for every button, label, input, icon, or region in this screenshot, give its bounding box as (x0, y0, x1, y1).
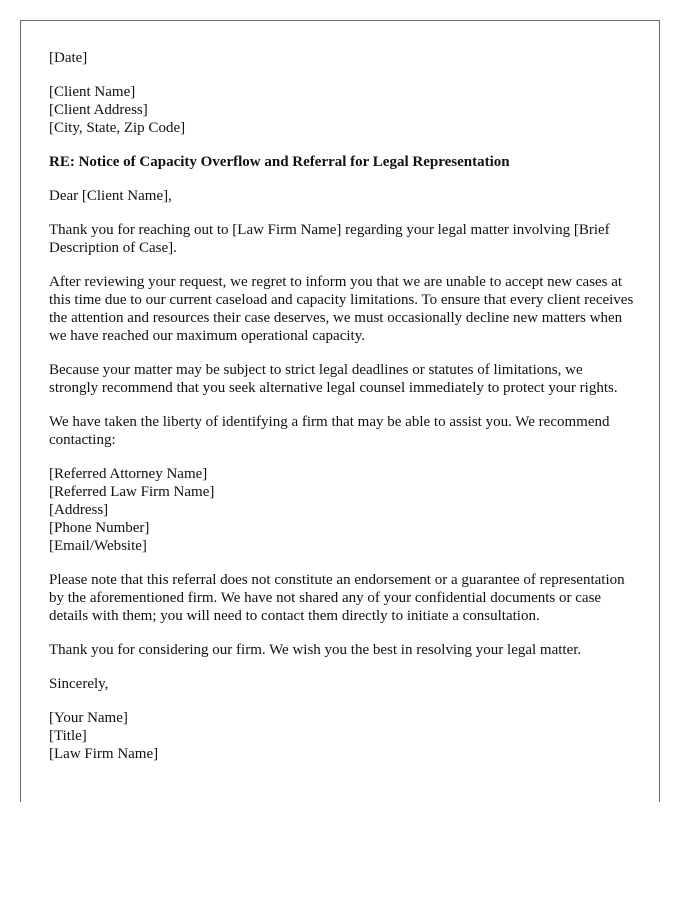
paragraph-capacity: After reviewing your request, we regret to inform you that we are unable to accept new cases at this time due to our current caseload and capacity limitations. To ensure that every client receives the attention and resources their case deserves, we must occasionally decline new matters when we have reached our maximum operational capacity. (49, 274, 634, 344)
paragraph-intro: Thank you for reaching out to [Law Firm Name] regarding your legal matter involving [Brief Description of Case]. (49, 222, 610, 256)
referred-address: [Address] (49, 502, 109, 518)
paragraph-disclaimer: Please note that this referral does not constitute an endorsement or a guarantee of representation by the aforementioned firm. We have not shared any of your confidential documents or case details with them; you will need to contact them directly to initiate a consultation. (49, 572, 625, 624)
paragraph-well-wishes: Thank you for considering our firm. We wish you the best in resolving your legal matter. (49, 642, 582, 658)
letter-page (20, 20, 660, 802)
letter-salutation: Dear [Client Name], (49, 188, 172, 204)
recipient-address: [Client Address] (49, 102, 148, 118)
referred-phone-number: [Phone Number] (49, 520, 150, 536)
referred-attorney-name: [Referred Attorney Name] (49, 466, 208, 482)
letter-body (49, 49, 635, 763)
referral-contact-block (49, 465, 635, 555)
recipient-city-state-zip: [City, State, Zip Code] (49, 120, 186, 136)
paragraph-deadlines: Because your matter may be subject to strict legal deadlines or statutes of limitations, we strongly recommend that you seek alternative legal counsel immediately to protect your rights. (49, 362, 618, 396)
signer-firm: [Law Firm Name] (49, 746, 159, 762)
paragraph-referral-intro: We have taken the liberty of identifying a firm that may be able to assist you. We recommend contacting: (49, 414, 610, 448)
recipient-name: [Client Name] (49, 84, 136, 100)
recipient-address-block (49, 83, 635, 137)
signer-name: [Your Name] (49, 710, 128, 726)
letter-signoff: Sincerely, (49, 676, 109, 692)
letter-date: [Date] (49, 50, 88, 66)
signature-block (49, 709, 635, 763)
referred-email-website: [Email/Website] (49, 538, 147, 554)
referred-law-firm-name: [Referred Law Firm Name] (49, 484, 215, 500)
signer-title: [Title] (49, 728, 87, 744)
letter-subject: RE: Notice of Capacity Overflow and Referral for Legal Representation (49, 154, 510, 170)
